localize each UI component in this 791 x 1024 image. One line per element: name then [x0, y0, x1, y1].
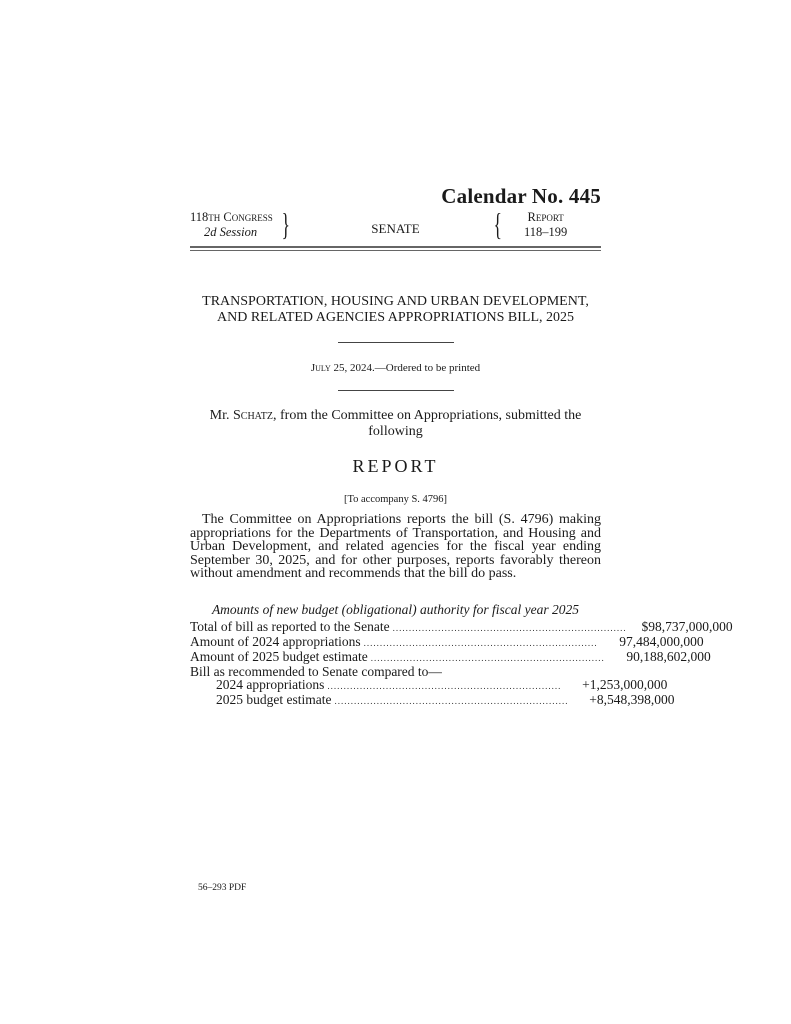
bill-title-line-2: AND RELATED AGENCIES APPROPRIATIONS BILL, 2025 — [216, 310, 575, 325]
ordered-text: 25, 2024.—Ordered to be printed — [330, 362, 481, 374]
ordered-line — [190, 362, 601, 374]
amount-value: 97,484,000,000 — [619, 634, 704, 649]
submitted-prefix: Mr. — [209, 408, 233, 423]
ordered-month: July — [310, 362, 331, 374]
divider-rule — [338, 342, 454, 343]
amount-label: Amount of 2024 appropriations — [190, 634, 361, 649]
session-label: 2d Session — [204, 225, 258, 239]
amount-label: Total of bill as reported to the Senate — [190, 619, 390, 634]
bill-title — [190, 294, 601, 326]
amount-row — [190, 677, 668, 693]
amount-value: +1,253,000,000 — [582, 677, 668, 692]
amounts-table — [190, 619, 733, 708]
report-header — [190, 206, 601, 246]
submitted-rest: , from the Committee on Appropriations, submitted the following — [273, 408, 582, 439]
amount-label: 2025 budget estimate — [216, 692, 332, 707]
leader-dots: ........................................................................ — [392, 623, 627, 633]
amount-value: $98,737,000,000 — [641, 619, 733, 634]
report-label: Report — [527, 210, 564, 224]
amount-label: Bill as recommended to Senate compared to— — [190, 664, 442, 679]
bill-title-line-1: TRANSPORTATION, HOUSING AND URBAN DEVELOPMENT, — [202, 294, 589, 309]
amount-row — [190, 634, 704, 650]
submitted-statement — [190, 408, 601, 440]
congress-label: 118th Congress — [190, 210, 273, 224]
calendar-number: Calendar No. 445 — [441, 184, 601, 208]
report-heading: REPORT — [352, 456, 439, 476]
header-double-rule — [190, 246, 601, 251]
report-number: 118–199 — [524, 225, 568, 239]
report-number-block — [524, 210, 567, 240]
footer-code: 56–293 PDF — [198, 883, 247, 893]
amount-row — [190, 619, 733, 635]
amount-row — [190, 692, 675, 708]
chamber-label: SENATE — [371, 221, 420, 236]
amount-value: +8,548,398,000 — [589, 692, 675, 707]
amounts-title: Amounts of new budget (obligational) authority for fiscal year 2025 — [211, 602, 580, 617]
amount-value: 90,188,602,000 — [626, 649, 711, 664]
leader-dots: ........................................................................ — [363, 638, 598, 648]
leader-dots: ........................................................................ — [334, 696, 569, 706]
amount-label: 2024 appropriations — [216, 677, 325, 692]
amount-row — [190, 649, 711, 665]
leader-dots: ........................................................................ — [327, 681, 562, 691]
left-brace-icon: { — [493, 206, 502, 242]
body-paragraph: The Committee on Appropriations reports the bill (S. 4796) making appropriations for the Departments of Transportation, and Housing and Urban Development, and related agencies for the fiscal year ending September 30, 2025, and for other purposes, reports favorably thereon without amendment and recommends that the bill do pass. — [190, 512, 601, 581]
leader-dots: ........................................................................ — [370, 653, 605, 663]
right-brace-icon: } — [281, 206, 290, 242]
divider-rule — [338, 390, 454, 391]
amount-label: Amount of 2025 budget estimate — [190, 649, 368, 664]
senator-name: Schatz — [232, 408, 273, 423]
accompany-note: [To accompany S. 4796] — [343, 494, 448, 505]
